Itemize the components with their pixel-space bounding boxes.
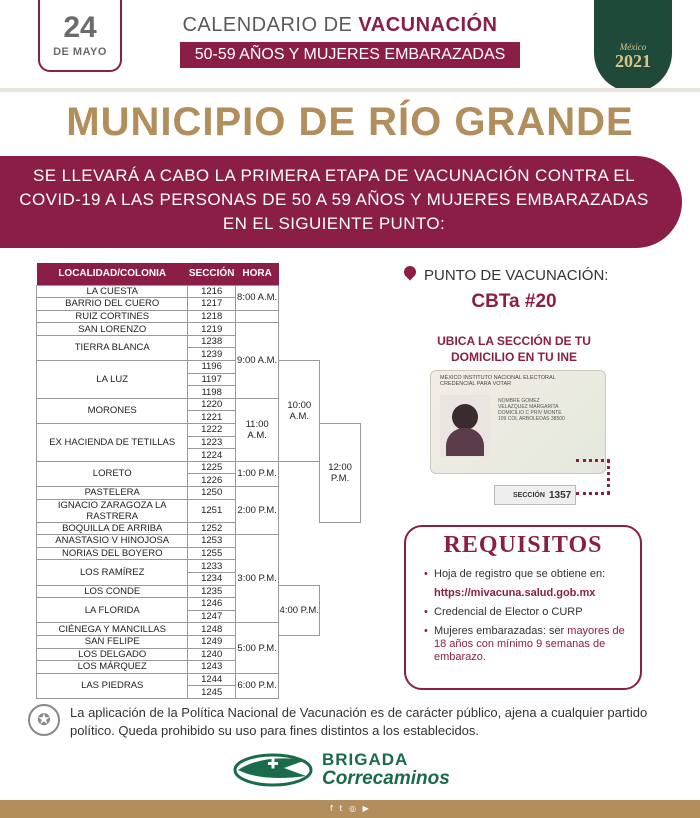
seccion-cell: 1223: [188, 436, 235, 449]
seccion-cell: 1225: [188, 461, 235, 474]
punto-lugar: CBTa #20: [471, 291, 557, 312]
seccion-cell: 1243: [188, 661, 235, 674]
requisitos-title: REQUISITOS: [443, 532, 603, 558]
table-row: [37, 673, 361, 686]
seccion-cell: 1244: [188, 673, 235, 686]
hora-cell: 1:00 P.M.: [235, 461, 279, 486]
localidad-cell: RUIZ CORTINES: [37, 310, 188, 323]
table-row: [37, 648, 361, 661]
hora-cell: 5:00 P.M.: [235, 623, 279, 673]
schedule-body: [37, 285, 361, 698]
correcaminos-label: Correcaminos: [322, 768, 450, 789]
table-row: [37, 285, 361, 298]
seccion-cell: 1245: [188, 686, 235, 699]
seccion-cell: 1250: [188, 487, 235, 500]
national-emblem-icon: ✪: [28, 704, 60, 736]
localidad-cell: TIERRA BLANCA: [37, 335, 188, 360]
localidad-cell: CIÉNEGA Y MANCILLAS: [37, 623, 188, 636]
table-row: [37, 335, 361, 348]
localidad-cell: MORONES: [37, 398, 188, 423]
table-row: [37, 547, 361, 560]
seccion-cell: 1249: [188, 635, 235, 648]
seccion-cell: 1221: [188, 411, 235, 424]
seccion-cell: 1219: [188, 323, 235, 336]
table-row: [37, 522, 361, 535]
seccion-cell: 1218: [188, 310, 235, 323]
seccion-cell: 1239: [188, 348, 235, 361]
location-pin-icon: [402, 264, 419, 281]
requisito-registro: [424, 568, 634, 600]
seccion-cell: 1251: [188, 499, 235, 522]
localidad-cell: LOS MÁRQUEZ: [37, 661, 188, 674]
table-row: [37, 535, 361, 548]
dotted-pointer: [576, 459, 610, 495]
ine-card-header: [440, 375, 556, 387]
seccion-cell: 1246: [188, 598, 235, 611]
seal-country: México: [619, 42, 647, 52]
seccion-cell: 1226: [188, 474, 235, 487]
localidad-cell: EX HACIENDA DE TETILLAS: [37, 424, 188, 462]
date-month: DE MAYO: [53, 46, 107, 58]
seccion-cell: 1217: [188, 298, 235, 311]
social-icons: [330, 804, 371, 813]
table-row: [37, 310, 361, 323]
localidad-cell: BOQUILLA DE ARRIBA: [37, 522, 188, 535]
roadrunner-logo-icon: [232, 746, 314, 792]
table-row: [37, 661, 361, 674]
calendar-subtitle: 50-59 AÑOS Y MUJERES EMBARAZADAS: [180, 42, 520, 68]
localidad-cell: SAN FELIPE: [37, 635, 188, 648]
seccion-cell: 1253: [188, 535, 235, 548]
seccion-cell: 1255: [188, 547, 235, 560]
localidad-cell: LOS CONDE: [37, 585, 188, 598]
hora-cell: 11:00 A.M.: [235, 398, 279, 461]
requisito-embarazadas: [424, 625, 634, 664]
requisito-registro-text: Hoja de registro que se obtiene en:: [434, 568, 606, 580]
seccion-cell: 1224: [188, 449, 235, 462]
instagram-icon[interactable]: ◎: [349, 804, 359, 813]
calendar-title: [160, 14, 520, 37]
calendar-title-prefix: CALENDARIO DE: [182, 14, 359, 36]
table-header-row: [37, 263, 361, 285]
table-row: [37, 298, 361, 311]
localidad-cell: LAS PIEDRAS: [37, 673, 188, 698]
localidad-cell: PASTELERA: [37, 487, 188, 500]
seccion-cell: 1234: [188, 572, 235, 585]
seccion-cell: 1238: [188, 335, 235, 348]
table-row: [37, 585, 361, 598]
schedule-table: [36, 263, 361, 699]
table-row: [37, 487, 361, 500]
calendar-title-emph: VACUNACIÓN: [358, 14, 498, 36]
seccion-callout: [494, 485, 576, 505]
hora-cell: 4:00 P.M.: [279, 585, 320, 635]
seccion-cell: 1247: [188, 610, 235, 623]
banner-text: SE LLEVARÁ A CABO LA PRIMERA ETAPA DE VACUNACIÓN CONTRA EL COVID-19 A LAS PERSONAS DE 50 A 59 AÑOS Y MUJERES EMBARAZADAS EN EL SIGUIENTE PUNTO:: [19, 166, 649, 233]
legal-notice: La aplicación de la Política Nacional de Vacunación es de carácter público, ajena a cualquier partido político. Queda prohibido su uso para fines distintos a los establecidos.: [70, 705, 648, 738]
table-row: [37, 461, 361, 474]
seccion-cell: 1248: [188, 623, 235, 636]
date-day: 24: [63, 11, 97, 44]
hora-cell: 2:00 P.M.: [235, 487, 279, 535]
requisitos-list: [424, 568, 634, 670]
localidad-cell: LOS DELGADO: [37, 648, 188, 661]
table-row: [37, 323, 361, 336]
ine-card-subtitle: CREDENCIAL PARA VOTAR: [440, 381, 512, 387]
hora-cell: 12:00 P.M.: [320, 424, 361, 523]
twitter-icon[interactable]: t: [339, 804, 345, 813]
localidad-cell: LA CUESTA: [37, 285, 188, 298]
localidad-cell: LOS RAMÍREZ: [37, 560, 188, 585]
localidad-cell: IGNACIO ZARAGOZA LA RASTRERA: [37, 499, 188, 522]
brigada-label: BRIGADA: [322, 750, 409, 769]
localidad-cell: NORIAS DEL BOYERO: [37, 547, 188, 560]
seccion-cell: 1220: [188, 398, 235, 411]
hora-cell: 8:00 A.M.: [235, 285, 279, 310]
ubica-instruction: UBICA LA SECCIÓN DE TU DOMICILIO EN TU INE: [437, 334, 591, 364]
localidad-cell: LORETO: [37, 461, 188, 486]
requisito-credencial: • Credencial de Elector o CURP: [424, 606, 634, 619]
seccion-cell: 1197: [188, 373, 235, 386]
mivacuna-link[interactable]: https://mivacuna.salud.gob.mx: [434, 587, 596, 599]
seccion-cell: 1198: [188, 386, 235, 399]
header-localidad: LOCALIDAD/COLONIA: [37, 263, 188, 285]
requisito-embarazadas-text: Mujeres embarazadas: ser: [434, 625, 568, 637]
localidad-cell: BARRIO DEL CUERO: [37, 298, 188, 311]
youtube-icon[interactable]: ▶: [362, 804, 371, 813]
table-row: [37, 361, 361, 374]
date-badge: [38, 0, 122, 72]
municipio-title: MUNICIPIO DE RÍO GRANDE: [66, 100, 634, 144]
hora-cell: 10:00 A.M.: [279, 361, 320, 462]
seccion-cell: 1252: [188, 522, 235, 535]
localidad-cell: SAN LORENZO: [37, 323, 188, 336]
seccion-cell: 1233: [188, 560, 235, 573]
ine-person-head-icon: [452, 404, 478, 430]
seccion-cell: 1240: [188, 648, 235, 661]
seccion-callout-label: SECCIÓN: [513, 492, 545, 499]
header-seccion: SECCIÓN: [188, 263, 235, 285]
ine-card-data: NOMBRE GOMEZ VELAZQUEZ MARGARITA DOMICILIO C PRIV MONTE 109 COL ARBOLEDAS 38500: [498, 398, 565, 422]
facebook-icon[interactable]: f: [330, 804, 335, 813]
table-row: [37, 499, 361, 522]
localidad-cell: LA FLORIDA: [37, 598, 188, 623]
localidad-cell: ANASTASIO V HINOJOSA: [37, 535, 188, 548]
header-hora: HORA: [235, 263, 279, 285]
hora-cell: [235, 310, 279, 323]
seccion-cell: 1216: [188, 285, 235, 298]
ine-card-title: MÉXICO INSTITUTO NACIONAL ELECTORAL: [440, 375, 556, 381]
hora-cell: 6:00 P.M.: [235, 673, 279, 698]
seal-year: 2021: [615, 51, 651, 71]
seccion-callout-value: 1357: [549, 490, 572, 501]
seccion-cell: 1196: [188, 361, 235, 374]
punto-label: PUNTO DE VACUNACIÓN:: [424, 267, 609, 284]
requisito-embarazadas-highlight: mayores de 18 años con mínimo 9 semanas de embarazo.: [434, 625, 625, 663]
mexico-2021-seal: [594, 0, 672, 92]
table-row: [37, 635, 361, 648]
localidad-cell: LA LUZ: [37, 361, 188, 399]
header-divider: [0, 88, 700, 92]
seccion-cell: 1222: [188, 424, 235, 437]
seccion-cell: 1235: [188, 585, 235, 598]
table-row: [37, 560, 361, 573]
ine-person-body-icon: [446, 428, 484, 456]
hora-cell: 3:00 P.M.: [235, 535, 279, 623]
hora-cell: 9:00 A.M.: [235, 323, 279, 399]
